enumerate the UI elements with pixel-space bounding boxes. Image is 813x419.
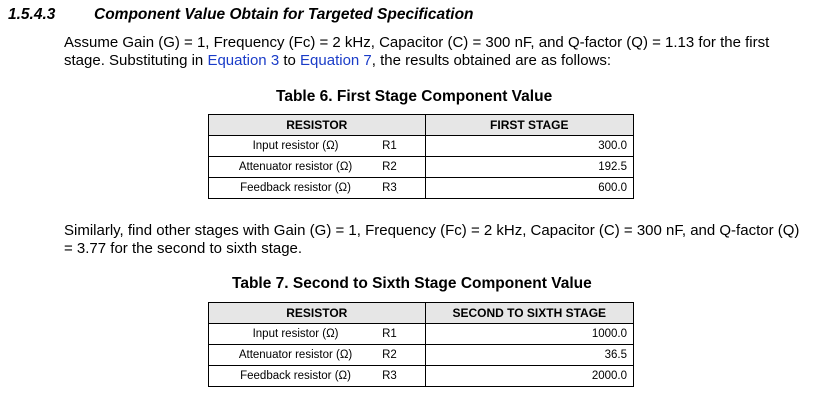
table-header-row (209, 303, 634, 324)
resistor-symbol: R3 (382, 178, 425, 199)
resistor-name: Attenuator resistor (Ω) (209, 157, 383, 178)
table-row (209, 157, 634, 178)
resistor-name: Feedback resistor (Ω) (209, 366, 383, 387)
table6-header-first-stage: FIRST STAGE (425, 115, 633, 136)
table6-caption: Table 6. First Stage Component Value (276, 88, 553, 105)
table7-header-resistor: RESISTOR (209, 303, 426, 324)
intro-paragraph (64, 34, 809, 70)
table-header-row (209, 115, 634, 136)
resistor-value: 1000.0 (425, 324, 634, 345)
resistor-value: 600.0 (425, 178, 633, 199)
resistor-symbol: R3 (382, 366, 425, 387)
resistor-name: Input resistor (Ω) (209, 324, 383, 345)
resistor-value: 2000.0 (425, 366, 634, 387)
table-row (209, 324, 634, 345)
table-row (209, 178, 634, 199)
para1-text-after: , the results obtained are as follows: (371, 52, 612, 69)
table-row (209, 366, 634, 387)
resistor-value: 192.5 (425, 157, 633, 178)
table7 (208, 302, 634, 387)
section-number: 1.5.4.3 (8, 6, 56, 23)
resistor-symbol: R2 (382, 345, 425, 366)
second-paragraph: Similarly, find other stages with Gain (G) = 1, Frequency (Fc) = 2 kHz, Capacitor (C) = 300 nF, and Q-factor (Q) = 3.77 for the second to sixth stage. (64, 222, 800, 257)
resistor-name: Attenuator resistor (Ω) (209, 345, 383, 366)
resistor-value: 300.0 (425, 136, 633, 157)
section-heading (8, 6, 474, 24)
equation-3-link[interactable]: Equation 3 (207, 52, 280, 69)
table6-header-resistor: RESISTOR (209, 115, 426, 136)
table6 (208, 114, 634, 199)
table7-caption: Table 7. Second to Sixth Stage Component Value (232, 275, 592, 292)
resistor-name: Input resistor (Ω) (209, 136, 383, 157)
table7-header-second-to-sixth-stage: SECOND TO SIXTH STAGE (425, 303, 634, 324)
resistor-symbol: R2 (382, 157, 425, 178)
resistor-value: 36.5 (425, 345, 634, 366)
table-row (209, 345, 634, 366)
section-title: Component Value Obtain for Targeted Specification (94, 6, 474, 23)
para1-text-before: Assume Gain (G) = 1, Frequency (Fc) = 2 kHz, Capacitor (C) = 300 nF, and Q-factor (Q) = 1.13 for the first stage. Substituting in (64, 34, 770, 69)
equation-7-link[interactable]: Equation 7 (300, 52, 372, 69)
resistor-symbol: R1 (382, 324, 425, 345)
resistor-name: Feedback resistor (Ω) (209, 178, 383, 199)
table-row (209, 136, 634, 157)
para1-text-mid: to (279, 52, 301, 69)
resistor-symbol: R1 (382, 136, 425, 157)
